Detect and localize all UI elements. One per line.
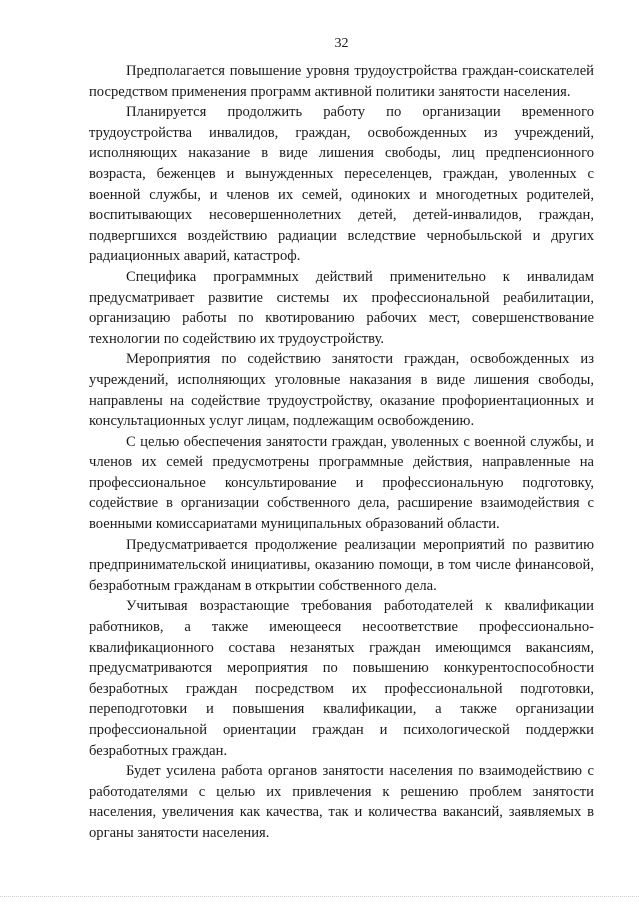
paragraph-employer-cooperation: Будет усилена работа органов занятости населения по взаимодействию с работодателями с целью их привлечения к решению проблем занятости населения, увеличения как качества, так и количества вакансий, заявляемых в органы занятости населения. xyxy=(89,763,594,841)
scan-edge-line xyxy=(0,895,639,897)
paragraph-temporary-employment: Планируется продолжить работу по организации временного трудоустройства инвалидов, граждан, освобожденных из учреждений, исполняющих наказание в виде лишения свободы, лиц предпенсионного возраста, беженцев и вынужденных переселенцев, граждан, уволенных с военной службы, и членов их семей, одиноких и многодетных родителей, воспитывающих несовершеннолетних детей, детей-инвалидов, граждан, подвергшихся воздействию радиации вследствие чернобыльской и других радиационных аварий, катастроф. xyxy=(89,104,594,265)
paragraph-qualification: Учитывая возрастающие требования работодателей к квалификации работников, а также имеющееся несоответствие профессионально-квалификационного состава незанятых граждан имеющимся вакансиям, предусматриваются мероприятия по повышению конкурентоспособности безработных граждан посредством их профессиональной подготовки, переподготовки и повышения квалификации, а также организации профессиональной ориентации граждан и психологической поддержки безработных граждан. xyxy=(89,598,594,759)
paragraph-released-prisoners: Мероприятия по содействию занятости граждан, освобожденных из учреждений, исполняющих уголовные наказания в виде лишения свободы, направлены на содействие трудоустройству, оказание профориентационных и консультационных услуг лицам, подлежащим освобождению. xyxy=(89,351,594,430)
paragraph-military-dismissed: С целью обеспечения занятости граждан, уволенных с военной службы, и членов их семей предусмотрены программные действия, направленные на профессиональное консультирование и профессиональную подготовку, содействие в организации собственного дела, расширение взаимодействия с военными комиссариатами муниципальных образований области. xyxy=(89,433,594,533)
document-body xyxy=(89,61,594,844)
paragraph-entrepreneurship: Предусматривается продолжение реализации мероприятий по развитию предпринимательской инициативы, оказанию помощи, в том числе финансовой, безработным гражданам в открытии собственного дела. xyxy=(89,536,594,594)
page-number: 32 xyxy=(334,36,349,51)
paragraph-disabled-persons: Специфика программных действий применительно к инвалидам предусматривает развитие системы их профессиональной реабилитации, организацию работы по квотированию рабочих мест, совершенствование технологии по содействию их трудоустройству. xyxy=(89,268,594,347)
paragraph-employment-increase: Предполагается повышение уровня трудоустройства граждан-соискателей посредством применения программ активной политики занятости населения. xyxy=(89,63,594,100)
